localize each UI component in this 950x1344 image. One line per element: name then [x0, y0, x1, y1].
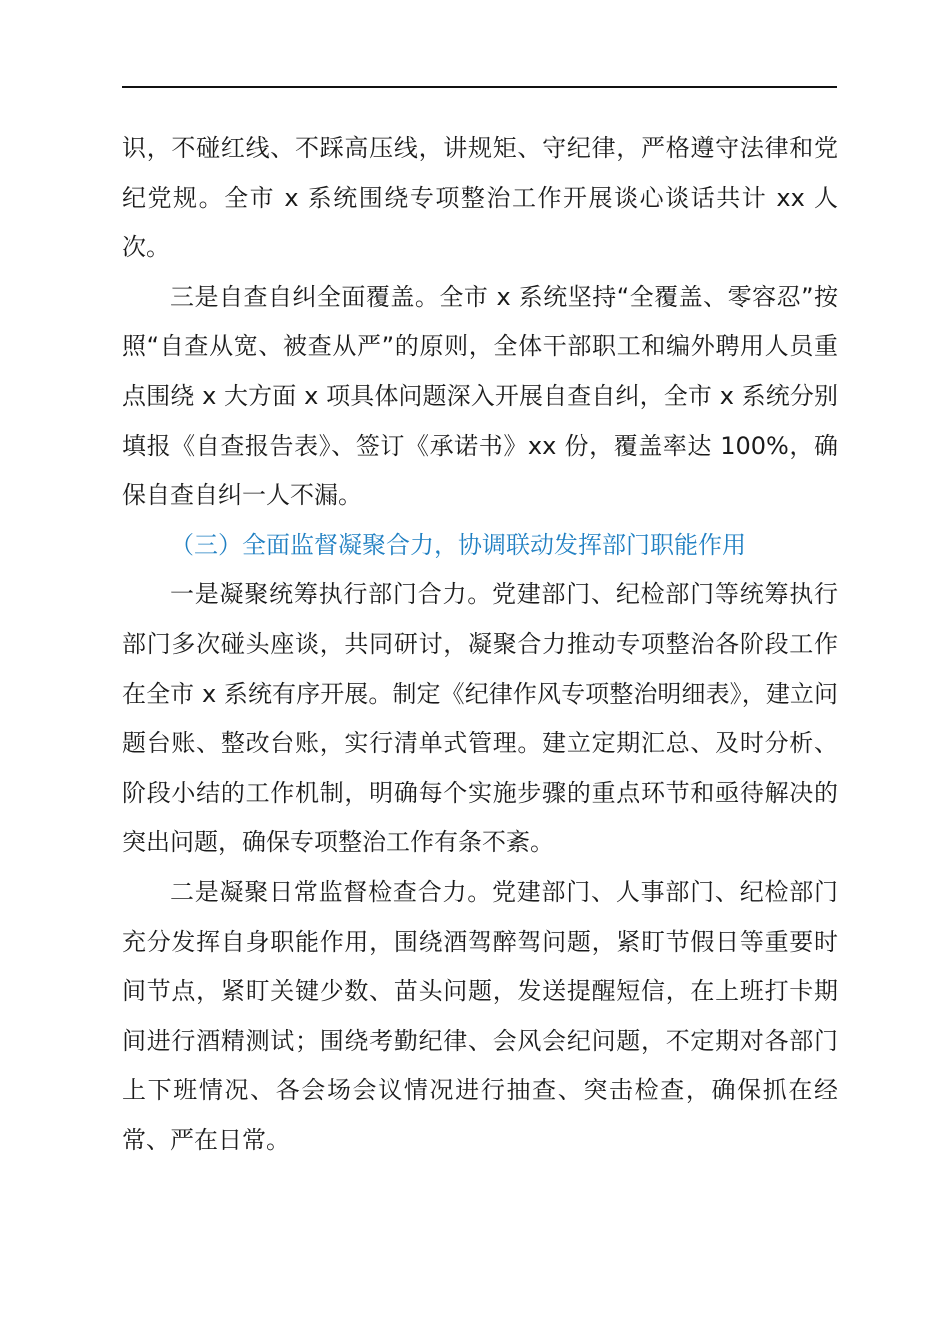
paragraph-daily-supervision: 二是凝聚日常监督检查合力。党建部门、人事部门、纪检部门充分发挥自身职能作用，围绕酒驾醉驾问题，紧盯节假日等重要时间节点，紧盯关键少数、苗头问题，发送提醒短信，在上班打卡期间进行酒精测试；围绕考勤纪律、会风会纪问题，不定期对各部门上下班情况、各会场会议情况进行抽查、突击检查，确保抓在经常、严在日常。: [122, 877, 838, 1154]
header-rule: [122, 86, 837, 88]
document-body: [122, 124, 838, 1165]
paragraph-continuation: 识，不碰红线、不踩高压线，讲规矩、守纪律，严格遵守法律和党纪党规。全市 x 系统围绕专项整治工作开展谈心谈话共计 xx 人次。: [122, 134, 838, 262]
paragraph-self-inspection: 三是自查自纠全面覆盖。全市 x 系统坚持“全覆盖、零容忍”按照“自查从宽、被查从严”的原则，全体干部职工和编外聘用人员重点围绕 x 大方面 x 项具体问题深入开展自查自纠，全市 x 系统分别填报《自查报告表》、签订《承诺书》xx 份，覆盖率达 100%，确保自查自纠一人不漏。: [122, 282, 838, 510]
paragraph-coordination: 一是凝聚统筹执行部门合力。党建部门、纪检部门等统筹执行部门多次碰头座谈，共同研讨，凝聚合力推动专项整治各阶段工作在全市 x 系统有序开展。制定《纪律作风专项整治明细表》，建立问题台账、整改台账，实行清单式管理。建立定期汇总、及时分析、阶段小结的工作机制，明确每个实施步骤的重点环节和亟待解决的突出问题，确保专项整治工作有条不紊。: [122, 580, 838, 857]
section-heading-3: （三）全面监督凝聚合力，协调联动发挥部门职能作用: [170, 530, 746, 559]
